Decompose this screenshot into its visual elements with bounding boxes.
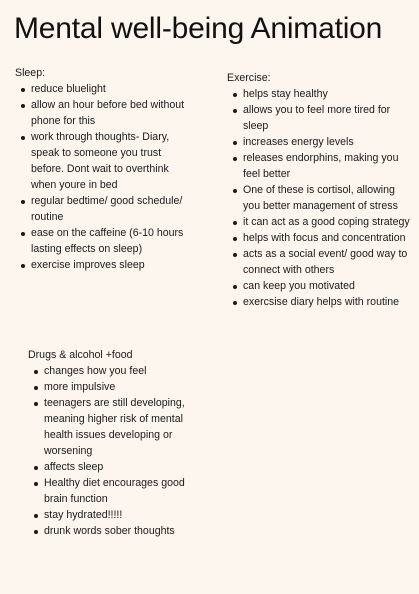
list-item: helps stay healthy (227, 86, 411, 102)
list-item: allows you to feel more tired for sleep (227, 102, 411, 134)
list-item: reduce bluelight (15, 81, 195, 97)
drugs-heading: Drugs & alcohol +food (28, 349, 133, 361)
list-item: it can act as a good coping strategy (227, 214, 411, 230)
list-item: releases endorphins, making you feel better (227, 150, 411, 182)
sleep-list (15, 81, 195, 273)
drugs-list (28, 363, 196, 539)
sleep-heading: Sleep: (15, 67, 46, 79)
list-item: regular bedtime/ good schedule/ routine (15, 193, 195, 225)
list-item: helps with focus and concentration (227, 230, 411, 246)
page-title: Mental well-being Animation (14, 12, 383, 45)
list-item: changes how you feel (28, 363, 196, 379)
sleep-section (15, 65, 195, 273)
list-item: increases energy levels (227, 134, 411, 150)
drugs-alcohol-food-section (28, 347, 196, 539)
list-item: ease on the caffeine (6-10 hours lasting effects on sleep) (15, 225, 195, 257)
list-item: teenagers are still developing, meaning higher risk of mental health issues developing or worsening (28, 395, 196, 459)
list-item: Healthy diet encourages good brain function (28, 475, 196, 507)
list-item: allow an hour before bed without phone for this (15, 97, 195, 129)
list-item: exercsise diary helps with routine (227, 294, 411, 310)
list-item: can keep you motivated (227, 278, 411, 294)
list-item: stay hydrated!!!!! (28, 507, 196, 523)
list-item: One of these is cortisol, allowing you better management of stress (227, 182, 411, 214)
exercise-section (227, 70, 411, 310)
exercise-heading: Exercise: (227, 72, 271, 84)
list-item: exercise improves sleep (15, 257, 195, 273)
list-item: work through thoughts- Diary, speak to someone you trust before. Dont wait to overthink when youre in bed (15, 129, 195, 193)
list-item: acts as a social event/ good way to connect with others (227, 246, 411, 278)
list-item: more impulsive (28, 379, 196, 395)
list-item: affects sleep (28, 459, 196, 475)
list-item: drunk words sober thoughts (28, 523, 196, 539)
exercise-list (227, 86, 411, 310)
